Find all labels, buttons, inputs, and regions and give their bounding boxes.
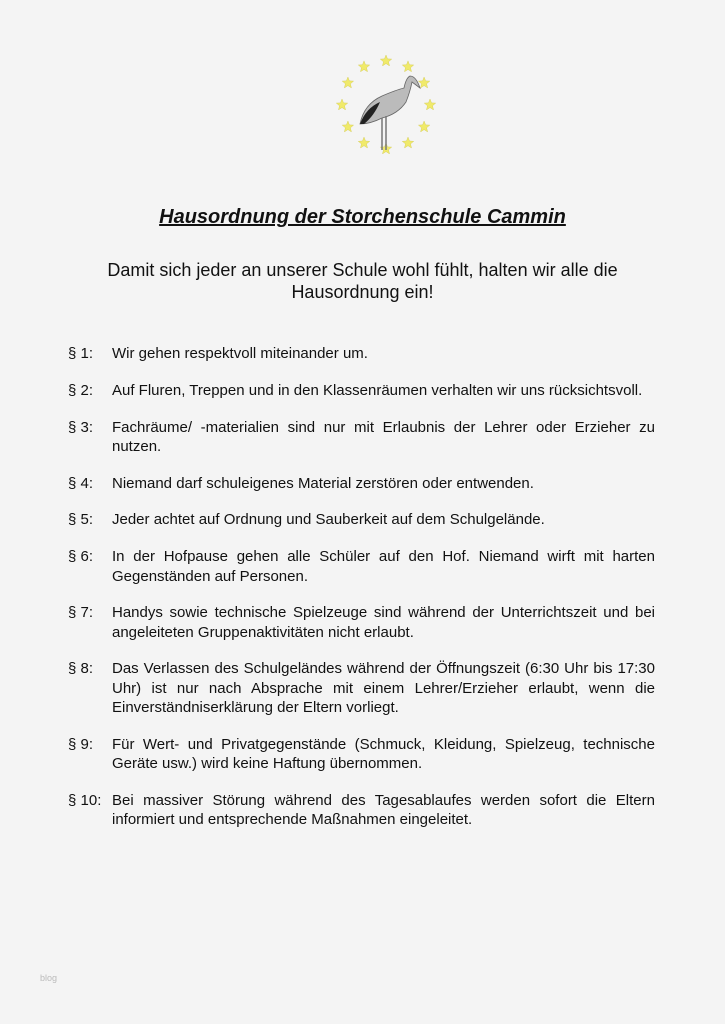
rule-item: [68, 418, 655, 457]
rule-text: Niemand darf schuleigenes Material zerstören oder entwenden.: [112, 474, 534, 492]
rule-text: Fachräume/ -materialien sind nur mit Erlaubnis der Lehrer oder Erzieher zu nutzen.: [112, 418, 655, 455]
subtitle: Damit sich jeder an unserer Schule wohl fühlt, halten wir alle die Hausordnung ein!: [107, 260, 618, 302]
rule-text: Wir gehen respektvoll miteinander um.: [112, 345, 368, 362]
star-icon: [402, 61, 413, 72]
rule-number: § 1:: [68, 345, 94, 362]
rule-item: [68, 510, 655, 529]
star-icon: [418, 121, 429, 132]
star-icon: [358, 137, 369, 148]
rule-number: § 4:: [68, 474, 94, 492]
watermark: blog: [40, 973, 58, 983]
rule-text: Das Verlassen des Schulgeländes während der Öffnungszeit (6:30 Uhr bis 17:30 Uhr) ist nur nach Absprache mit einem Lehrer/Erzieher erlaubt, wenn die Einverständniserklärung der Eltern vorliegt.: [112, 660, 655, 717]
page-title: Hausordnung der Storchenschule Cammin: [159, 206, 566, 228]
rule-number: § 6:: [68, 548, 94, 566]
rule-item: [68, 344, 655, 363]
rule-item: [68, 791, 655, 830]
rule-text: Jeder achtet auf Ordnung und Sauberkeit auf dem Schulgelände.: [112, 511, 545, 529]
rule-item: [68, 603, 655, 642]
star-icon: [380, 55, 391, 66]
star-icon: [402, 137, 413, 148]
rule-item: [68, 735, 655, 774]
rules-list: [68, 344, 655, 847]
stork-icon: [334, 52, 438, 158]
rule-number: § 5:: [68, 511, 94, 529]
star-icon: [342, 121, 353, 132]
school-logo: [334, 52, 438, 158]
rule-text: Bei massiver Störung während des Tagesablaufes werden sofort die Eltern informiert und entsprechende Maßnahmen eingeleitet.: [112, 791, 655, 829]
stork-icon: [360, 76, 420, 150]
rule-number: § 3:: [68, 418, 94, 436]
rule-number: § 9:: [68, 735, 94, 753]
star-icon: [342, 77, 353, 88]
rule-item: [68, 381, 655, 400]
star-icon: [336, 99, 347, 110]
rule-text: Für Wert- und Privatgegenstände (Schmuck, Kleidung, Spielzeug, technische Geräte usw.) wird keine Haftung übernommen.: [112, 735, 655, 773]
rule-text: In der Hofpause gehen alle Schüler auf den Hof. Niemand wirft mit harten Gegenständen auf Personen.: [112, 548, 655, 585]
rule-item: [68, 474, 655, 493]
rule-item: [68, 659, 655, 717]
star-icon: [424, 99, 435, 110]
rule-text: Handys sowie technische Spielzeuge sind während der Unterrichtszeit und bei angeleiteten Gruppenaktivitäten nicht erlaubt.: [112, 604, 655, 641]
rule-number: § 10:: [68, 791, 102, 809]
rule-number: § 7:: [68, 604, 94, 622]
star-icon: [418, 77, 429, 88]
rule-item: [68, 547, 655, 586]
star-icon: [358, 61, 369, 72]
rule-number: § 8:: [68, 660, 94, 678]
rule-text: Auf Fluren, Treppen und in den Klassenräumen verhalten wir uns rücksichtsvoll.: [112, 381, 643, 399]
rule-number: § 2:: [68, 381, 94, 399]
